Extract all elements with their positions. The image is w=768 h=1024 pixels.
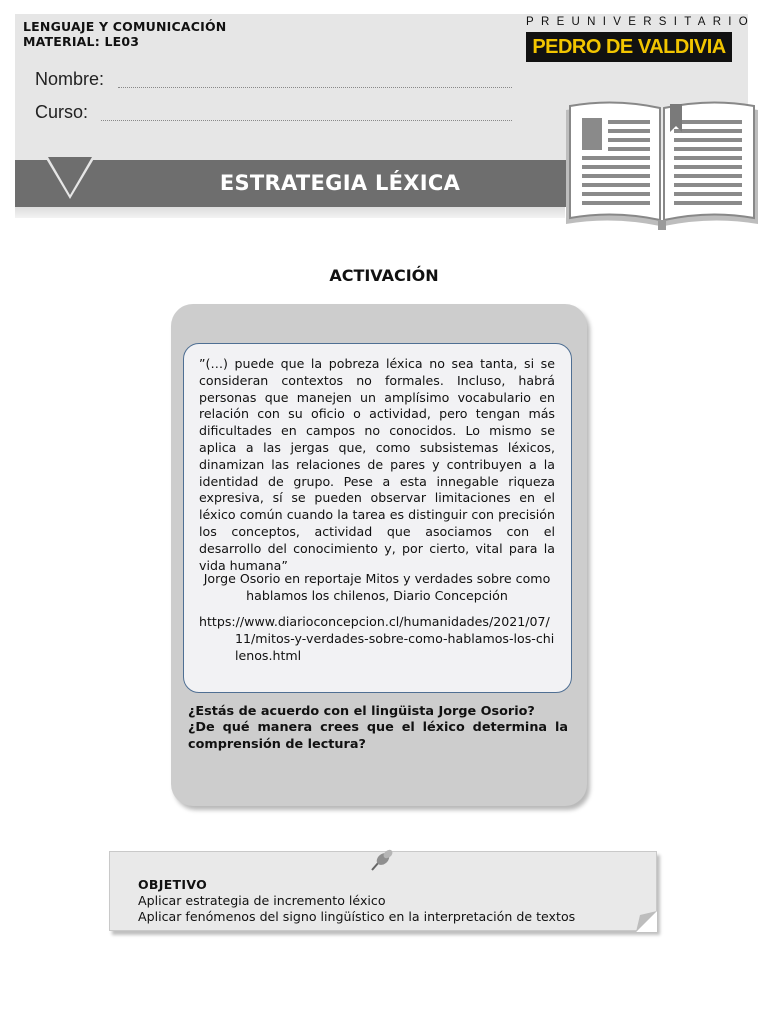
question-1: ¿Estás de acuerdo con el lingüista Jorge Osorio?: [188, 704, 535, 719]
course-label: Curso:: [35, 102, 89, 122]
objective-title: OBJETIVO: [138, 877, 208, 892]
subject-name: LENGUAJE Y COMUNICACIÓN: [23, 19, 227, 34]
quote-source: Jorge Osorio en reportaje Mitos y verdades sobre como hablamos los chilenos, Diario Concepción: [203, 571, 551, 603]
pin-icon: [366, 848, 396, 874]
subject-info: [23, 19, 226, 49]
question-2: ¿De qué manera crees que el léxico determina la comprensión de lectura?: [188, 720, 568, 752]
name-field[interactable]: [118, 86, 512, 88]
book-icon: [562, 96, 762, 234]
course-field[interactable]: [101, 119, 512, 121]
objective-item: Aplicar estrategia de incremento léxico: [138, 893, 386, 908]
objective-item: Aplicar fenómenos del signo lingüístico en la interpretación de textos: [138, 908, 576, 924]
name-label: Nombre:: [35, 69, 105, 89]
quote-text: ”(…) puede que la pobreza léxica no sea tanta, si se consideran contextos no formales. Incluso, habrá personas que manejen un amplísimo vocabulario en relación con su oficio o actividad, pero tengan más dificultades en campos no conocidos. Lo mismo se aplica a las jergas que, como subsistemas léxicos, dinamizan las relaciones de pares y contribuyen a la identidad de grupo. Pese a esta innegable riqueza expresiva, sí se pueden observar limitaciones en el léxico común cuando la tarea es distinguir con precisión los conceptos, actividad que asociamos con el desarrollo del conocimiento y, por cierto, vital para la vida humana”: [199, 356, 555, 573]
brand-tagline: PREUNIVERSITARIO: [526, 16, 756, 28]
page-title: ESTRATEGIA LÉXICA: [219, 171, 461, 195]
activation-heading: ACTIVACIÓN: [329, 266, 439, 285]
source-url[interactable]: https://www.diarioconcepcion.cl/humanidades/2021/07/11/mitos-y-verdades-sobre-como-hablamos-los-chilenos.html: [199, 614, 555, 663]
material-code: MATERIAL: LE03: [23, 34, 140, 49]
objective-list: [138, 893, 575, 924]
brand-logo: PEDRO DE VALDIVIA: [526, 32, 732, 62]
page-fold: [636, 911, 658, 933]
title-notch: [45, 157, 95, 201]
